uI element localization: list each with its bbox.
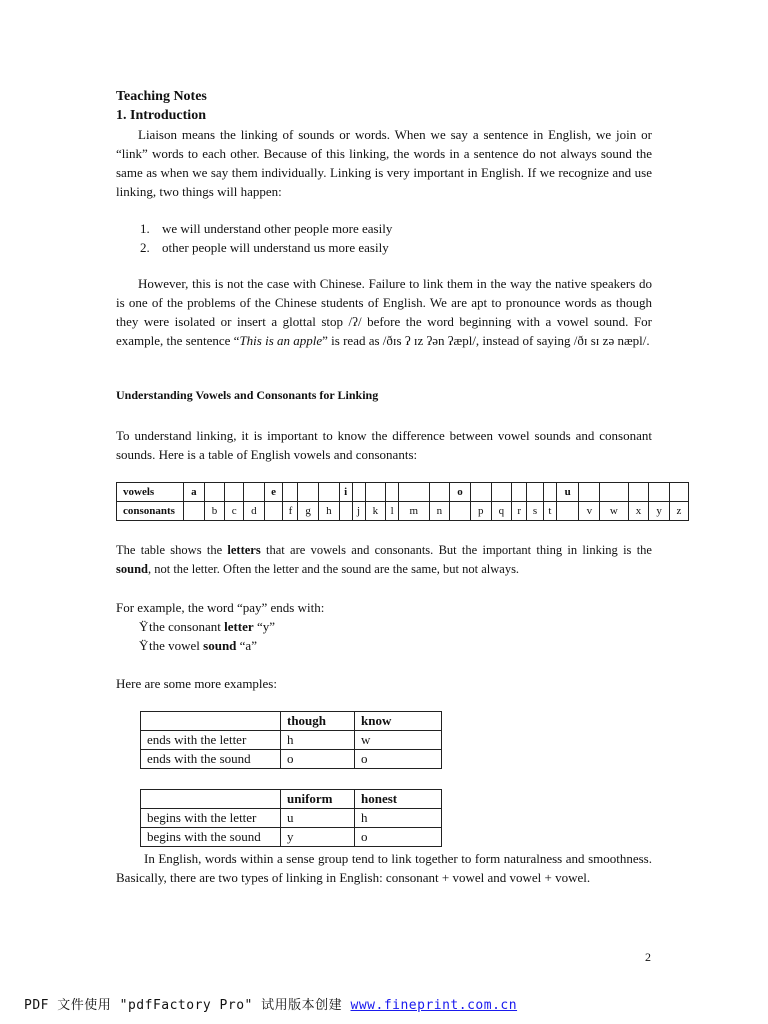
beginning-examples-table [140,789,442,847]
letter-cell [527,483,544,502]
letter-cell [298,483,319,502]
letter-cell: p [470,502,491,521]
letter-cell [204,483,225,502]
however-paragraph: However, this is not the case with Chinese. Failure to link them in the way the native speakers do is one of the problems of the Chinese students of English. We are apt to pronounce words as though they were isolated or insert a glottal stop /ʔ/ before the word beginning with a vowel sound. For example, the sentence “This is an apple” is read as /ðɪs ʔ ɪz ʔən ʔæpl/, instead of saying /ðɪ sɪ zə næpl/. [116,276,652,348]
table-row: ends with the sound o o [141,750,442,769]
table-header-row: though know [141,712,442,731]
letter-cell: f [283,502,298,521]
letter-cell: t [543,502,556,521]
intro-paragraph: Liaison means the linking of sounds or words. When we say a sentence in English, we join or “link” words to each other. Because of this linking, the words in a sentence do not always sound the same as when we say them individually. Linking is very important in English. If we recognize and use linking, two things will happen: [116,127,652,199]
letter-cell [184,502,205,521]
letter-cell: l [386,502,399,521]
letter-cell [450,502,471,521]
example-sentence: This is an apple [239,333,323,348]
footer-watermark: PDF 文件使用 "pdfFactory Pro" 试用版本创建 www.fineprint.com.cn [24,998,518,1013]
letter-cell: z [669,502,688,521]
letter-cell: u [556,483,579,502]
letter-cell: c [225,502,244,521]
letter-cell: q [491,502,512,521]
letter-cell [352,483,365,502]
document-title: Teaching Notes [116,89,207,104]
letter-cell: g [298,502,319,521]
letter-cell [556,502,579,521]
letter-cell [264,502,283,521]
letter-cell: b [204,502,225,521]
letter-cell [470,483,491,502]
letter-cell [399,483,429,502]
letters-table [116,482,689,521]
section-heading-introduction: 1. Introduction [116,108,206,123]
list-item: 1. we will understand other people more easily [140,221,393,236]
vowels-label: vowels [117,483,184,502]
letter-cell [319,483,340,502]
letter-cell [244,483,265,502]
letter-cell [365,483,386,502]
letter-cell [543,483,556,502]
letter-cell: x [628,502,649,521]
letter-cell: s [527,502,544,521]
consonants-row [117,502,689,521]
page-number: 2 [645,950,651,964]
table-note-paragraph: The table shows the letters that are vowels and consonants. But the important thing in linking is the sound, not the letter. Often the letter and the sound are the same, but not always. [116,543,652,576]
letter-cell: v [579,502,600,521]
letter-cell: i [339,483,352,502]
bullet-item: Ÿthe consonant letter “y” [139,619,275,634]
table-row: ends with the letter h w [141,731,442,750]
ending-examples-table [140,711,442,769]
letter-cell: w [600,502,628,521]
letter-cell [225,483,244,502]
numbered-list [140,219,640,257]
letter-cell: m [399,502,429,521]
letter-cell [669,483,688,502]
closing-paragraph: In English, words within a sense group tend to link together to form naturalness and smoothness. Basically, there are two types of linking in English: consonant + vowel and vowel + vowel. [116,851,652,885]
footer-link[interactable]: www.fineprint.com.cn [350,998,518,1013]
letter-cell: k [365,502,386,521]
letter-cell: j [352,502,365,521]
letter-cell: o [450,483,471,502]
letter-cell [600,483,628,502]
subheading-vowels-consonants: Understanding Vowels and Consonants for Linking [116,388,379,402]
bullet-icon: Ÿ [139,638,149,653]
consonants-label: consonants [117,502,184,521]
more-examples-text: Here are some more examples: [116,676,277,691]
letter-cell: a [184,483,205,502]
letter-cell [512,483,527,502]
letter-cell: r [512,502,527,521]
letter-cell [386,483,399,502]
bullet-icon: Ÿ [139,619,149,634]
letter-cell: n [429,502,450,521]
understand-paragraph: To understand linking, it is important to know the difference between vowel sounds and consonant sounds. Here is a table of English vowels and consonants: [116,428,652,462]
table-row: begins with the sound y o [141,828,442,847]
letter-cell [339,502,352,521]
letter-cell [649,483,670,502]
letter-cell [429,483,450,502]
vowels-row [117,483,689,502]
list-item: 2. other people will understand us more easily [140,240,389,255]
letter-cell: y [649,502,670,521]
letter-cell [579,483,600,502]
letter-cell [491,483,512,502]
letter-cell: e [264,483,283,502]
example-intro: For example, the word “pay” ends with: [116,600,325,615]
letter-cell: d [244,502,265,521]
table-row: begins with the letter u h [141,809,442,828]
bullet-item: Ÿthe vowel sound “a” [139,638,257,653]
table-header-row: uniform honest [141,790,442,809]
letter-cell: h [319,502,340,521]
letter-cell [283,483,298,502]
letter-cell [628,483,649,502]
